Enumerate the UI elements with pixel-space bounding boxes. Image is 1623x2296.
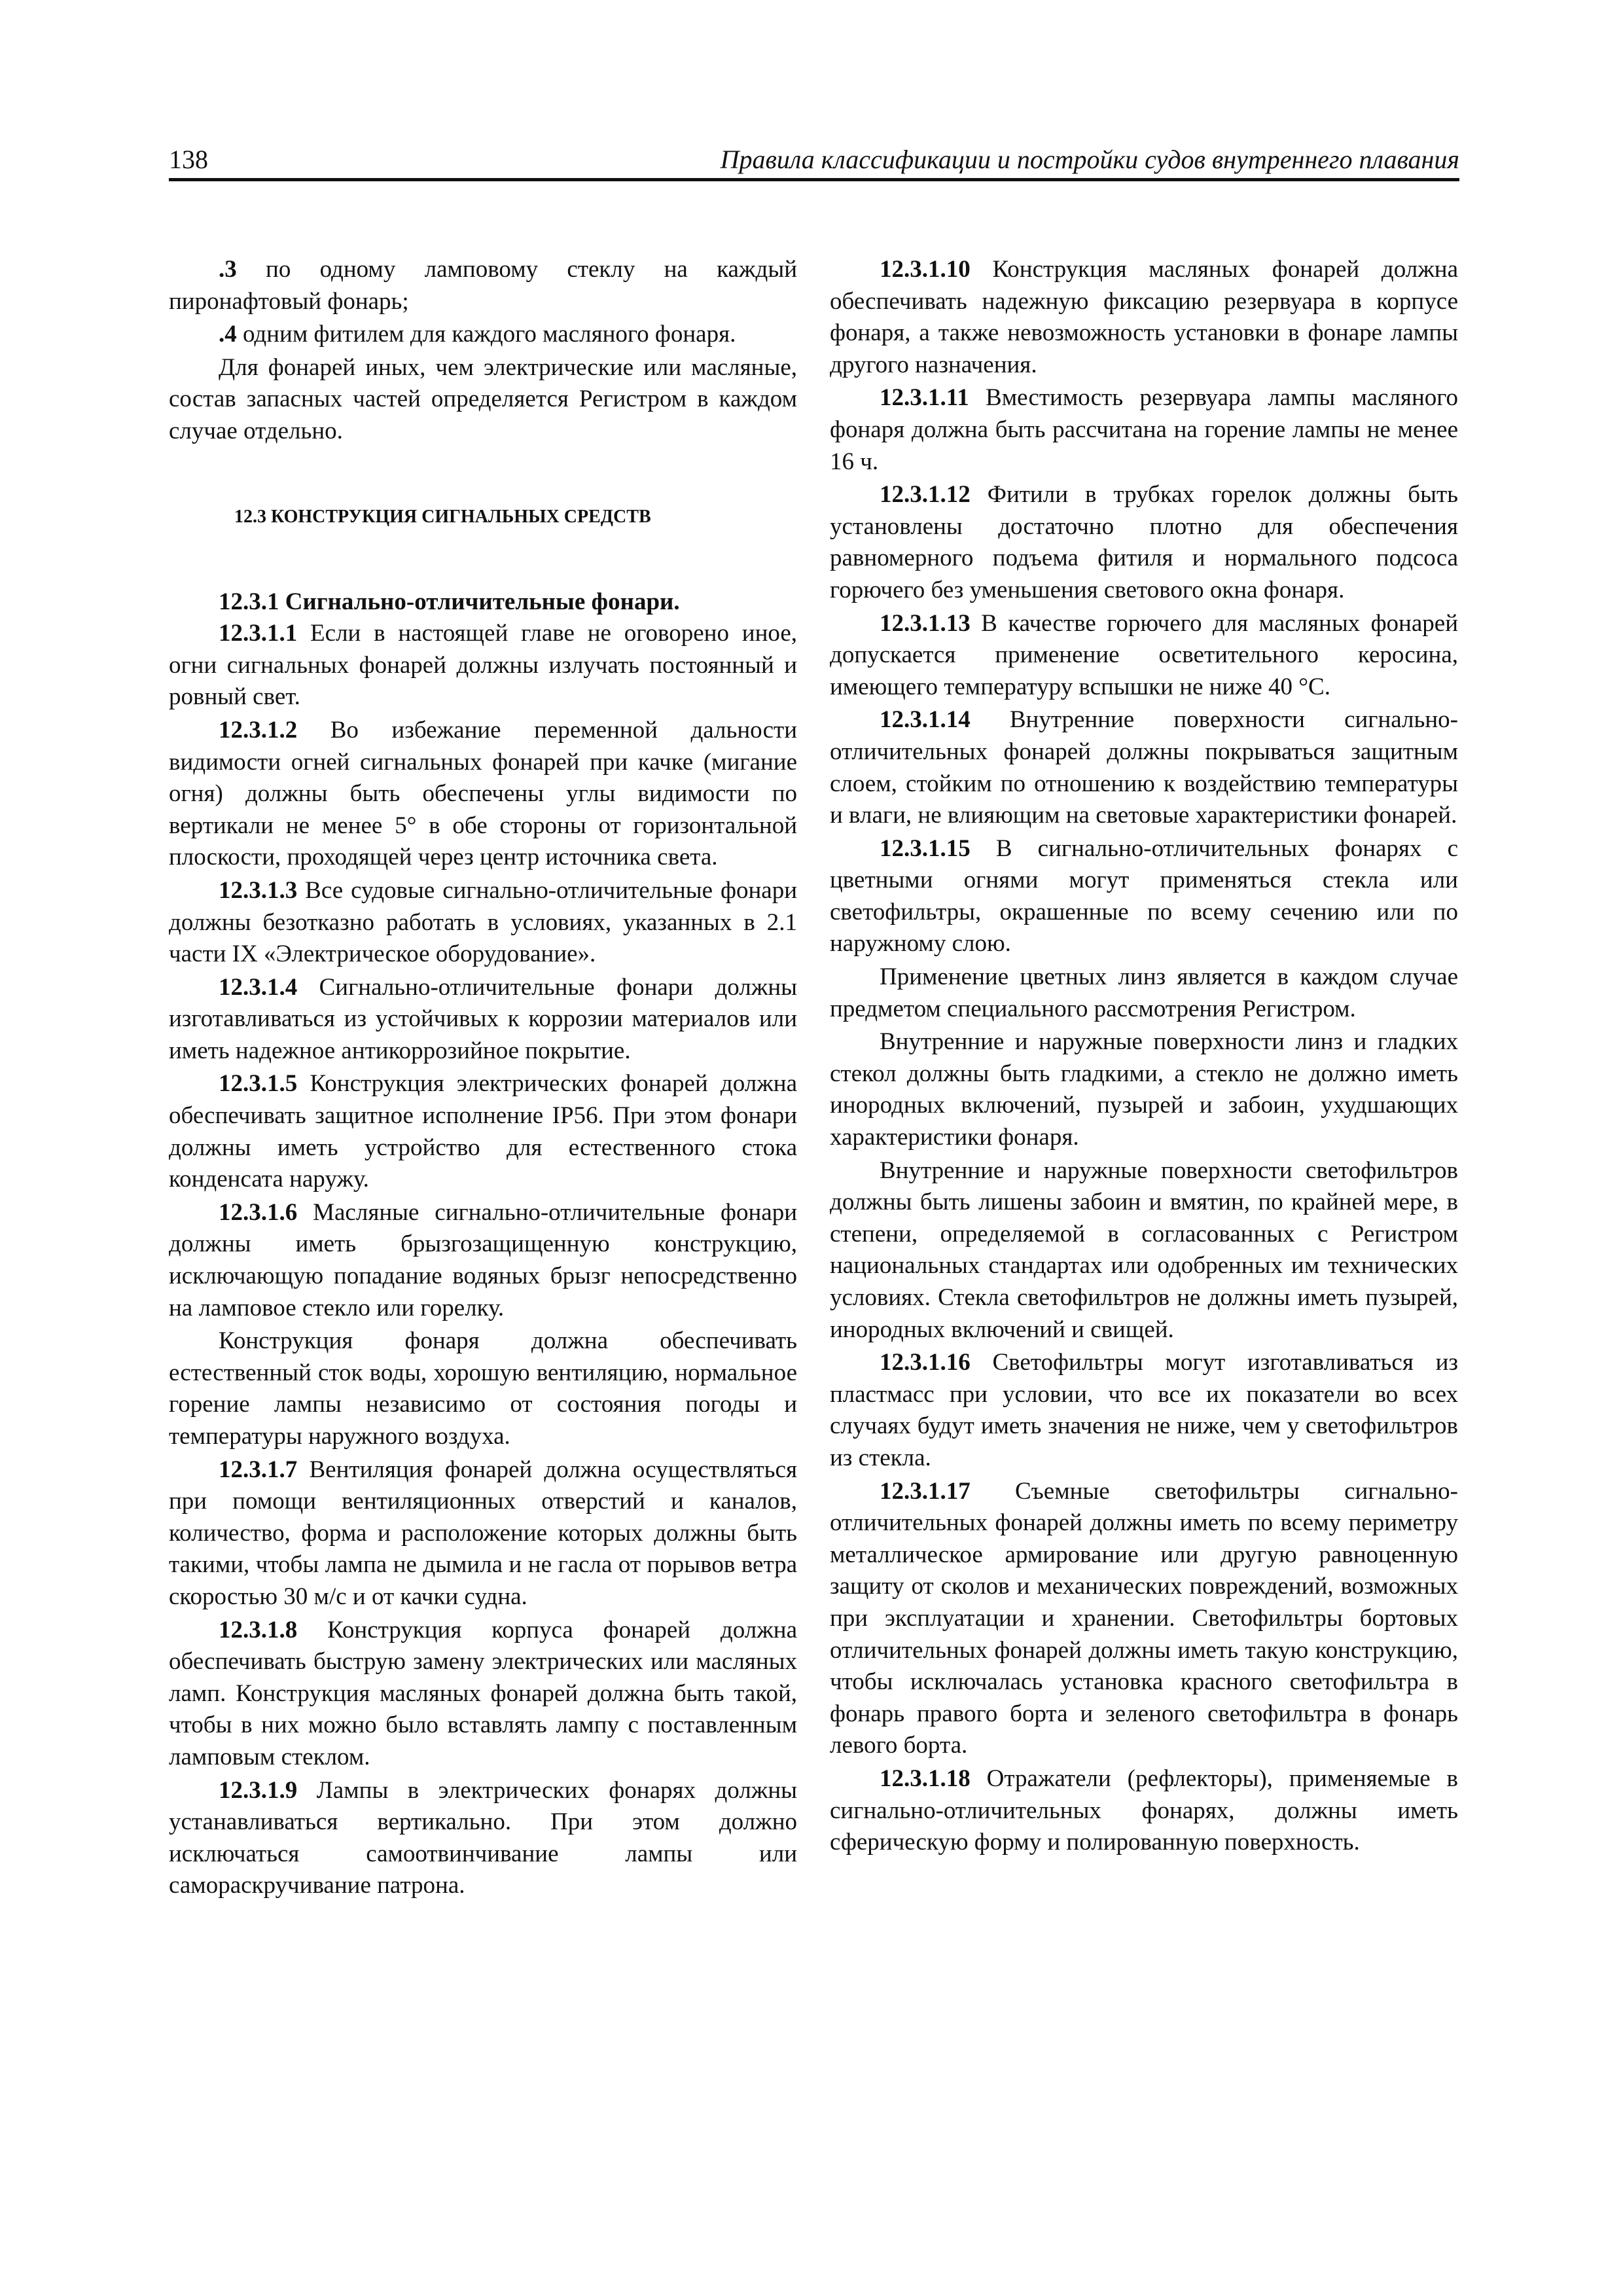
running-header: Правила классификации и постройки судов внутреннего плавания xyxy=(720,145,1459,174)
clause: 12.3.1.12 Фитили в трубках горелок должны быть установлены достаточно плотно для обеспечения равномерного подъема фитиля и нормального подсоса горючего без уменьшения светового окна фонаря. xyxy=(830,481,1458,603)
clause: 12.3.1.14 Внутренние поверхности сигнально-отличительных фонарей должны покрываться защитным слоем, стойким по отношению к воздействию температуры и влаги, не влияющим на световые характеристики фонарей. xyxy=(830,706,1458,829)
paragraph: Внутренние и наружные поверхности линз и гладких стекол должны быть гладкими, а стекло не должно иметь инородных включений, пузырей и забоин, ухудшающих характеристики фонаря. xyxy=(830,1028,1458,1151)
clause: 12.3.1.11 Вместимость резервуара лампы масляного фонаря должна быть рассчитана на горение лампы не менее 16 ч. xyxy=(830,384,1458,475)
clause: 12.3.1.15 В сигнально-отличительных фонарях с цветными огнями могут применяться стекла или светофильтры, окрашенные по всему сечению или по наружному слою. xyxy=(830,834,1458,958)
clause: 12.3.1.6 Масляные сигнально-отличительные фонари должны иметь брызгозащищенную конструкцию, исключающую попадание водяных брызг непосредственно на ламповое стекло или горелку. xyxy=(169,1198,797,1321)
clause: 12.3.1.17 Съемные светофильтры сигнально-отличительных фонарей должны иметь по всему периметру металлическое армирование или другую равноценную защиту от сколов и механических повреждений, возможных при эксплуатации и хранении. Светофильтры бортовых отличительных фонарей должны иметь такую конструкцию, чтобы исключалась установка красного светофильтра в фонарь правого борта и зеленого светофильтра в фонарь левого борта. xyxy=(830,1477,1458,1759)
clause: 12.3.1.1 Если в настоящей главе не оговорено иное, огни сигнальных фонарей должны излучать постоянный и ровный свет. xyxy=(169,620,797,711)
list-item: .4 одним фитилем для каждого масляного фонаря. xyxy=(219,321,736,348)
left-column xyxy=(169,254,797,1903)
list-item: .3 по одному ламповому стеклу на каждый пиронафтовый фонарь; xyxy=(169,256,797,315)
clause: 12.3.1.5 Конструкция электрических фонарей должна обеспечивать защитное исполнение IP56. При этом фонари должны иметь устройство для естественного стока конденсата наружу. xyxy=(169,1070,797,1193)
clause: 12.3.1.13 В качестве горючего для масляных фонарей допускается применение осветительного керосина, имеющего температуру вспышки не ниже 40 °С. xyxy=(830,609,1458,700)
header-rule xyxy=(169,178,1459,181)
clause: 12.3.1.8 Конструкция корпуса фонарей должна обеспечивать быструю замену электрических или масляных ламп. Конструкция масляных фонарей должна быть такой, чтобы в них можно было вставлять лампу с поставленным ламповым стеклом. xyxy=(169,1616,797,1770)
clause: 12.3.1.4 Сигнально-отличительные фонари должны изготавливаться из устойчивых к коррозии материалов или иметь надежное антикоррозийное покрытие. xyxy=(169,973,797,1064)
clause: 12.3.1.2 Во избежание переменной дальности видимости огней сигнальных фонарей при качке (мигание огня) должны быть обеспечены углы видимости по вертикали не менее 5° в обе стороны от горизонтальной плоскости, проходящей через центр источника света. xyxy=(169,716,797,871)
clause: 12.3.1.18 Отражатели (рефлекторы), применяемые в сигнально-отличительных фонарях, должны иметь сферическую форму и полированную поверхность. xyxy=(830,1765,1458,1856)
paragraph: Для фонарей иных, чем электрические или масляные, состав запасных частей определяется Регистром в каждом случае отдельно. xyxy=(169,353,797,444)
subsection-title: 12.3.1 Сигнально-отличительные фонари. xyxy=(219,588,680,615)
clause: 12.3.1.3 Все судовые сигнально-отличительные фонари должны безотказно работать в условиях, указанных в 2.1 части IX «Электрическое оборудование». xyxy=(169,876,797,968)
paragraph: Конструкция фонаря должна обеспечивать естественный сток воды, хорошую вентиляцию, нормальное горение лампы независимо от состояния погоды и температуры наружного воздуха. xyxy=(169,1327,797,1450)
clause: 12.3.1.16 Светофильтры могут изготавливаться из пластмасс при условии, что все их показатели во всех случаях будут иметь значения не ниже, чем у светофильтров из стекла. xyxy=(830,1349,1458,1471)
right-column xyxy=(830,254,1458,1860)
page-number: 138 xyxy=(169,145,208,174)
paragraph: Применение цветных линз является в каждом случае предметом специального рассмотрения Регистром. xyxy=(830,963,1458,1022)
paragraph: Внутренние и наружные поверхности светофильтров должны быть лишены забоин и вмятин, по крайней мере, в степени, определяемой в согласованных с Регистром национальных стандартах или одобренных им технических условиях. Стекла светофильтров не должны иметь пузырей, инородных включений и свищей. xyxy=(830,1157,1458,1343)
section-title: 12.3 КОНСТРУКЦИЯ СИГНАЛЬНЫХ СРЕДСТВ xyxy=(234,506,651,527)
clause: 12.3.1.7 Вентиляция фонарей должна осуществляться при помощи вентиляционных отверстий и каналов, количество, форма и расположение которых должны быть такими, чтобы лампа не дымила и не гасла от порывов ветра скоростью 30 м/с и от качки судна. xyxy=(169,1456,797,1610)
clause: 12.3.1.9 Лампы в электрических фонарях должны устанавливаться вертикально. При этом должно исключаться самоотвинчивание лампы или самораскручивание патрона. xyxy=(169,1776,797,1899)
clause: 12.3.1.10 Конструкция масляных фонарей должна обеспечивать надежную фиксацию резервуара в корпусе фонаря, а также невозможность установки в фонаре лампы другого назначения. xyxy=(830,256,1458,378)
